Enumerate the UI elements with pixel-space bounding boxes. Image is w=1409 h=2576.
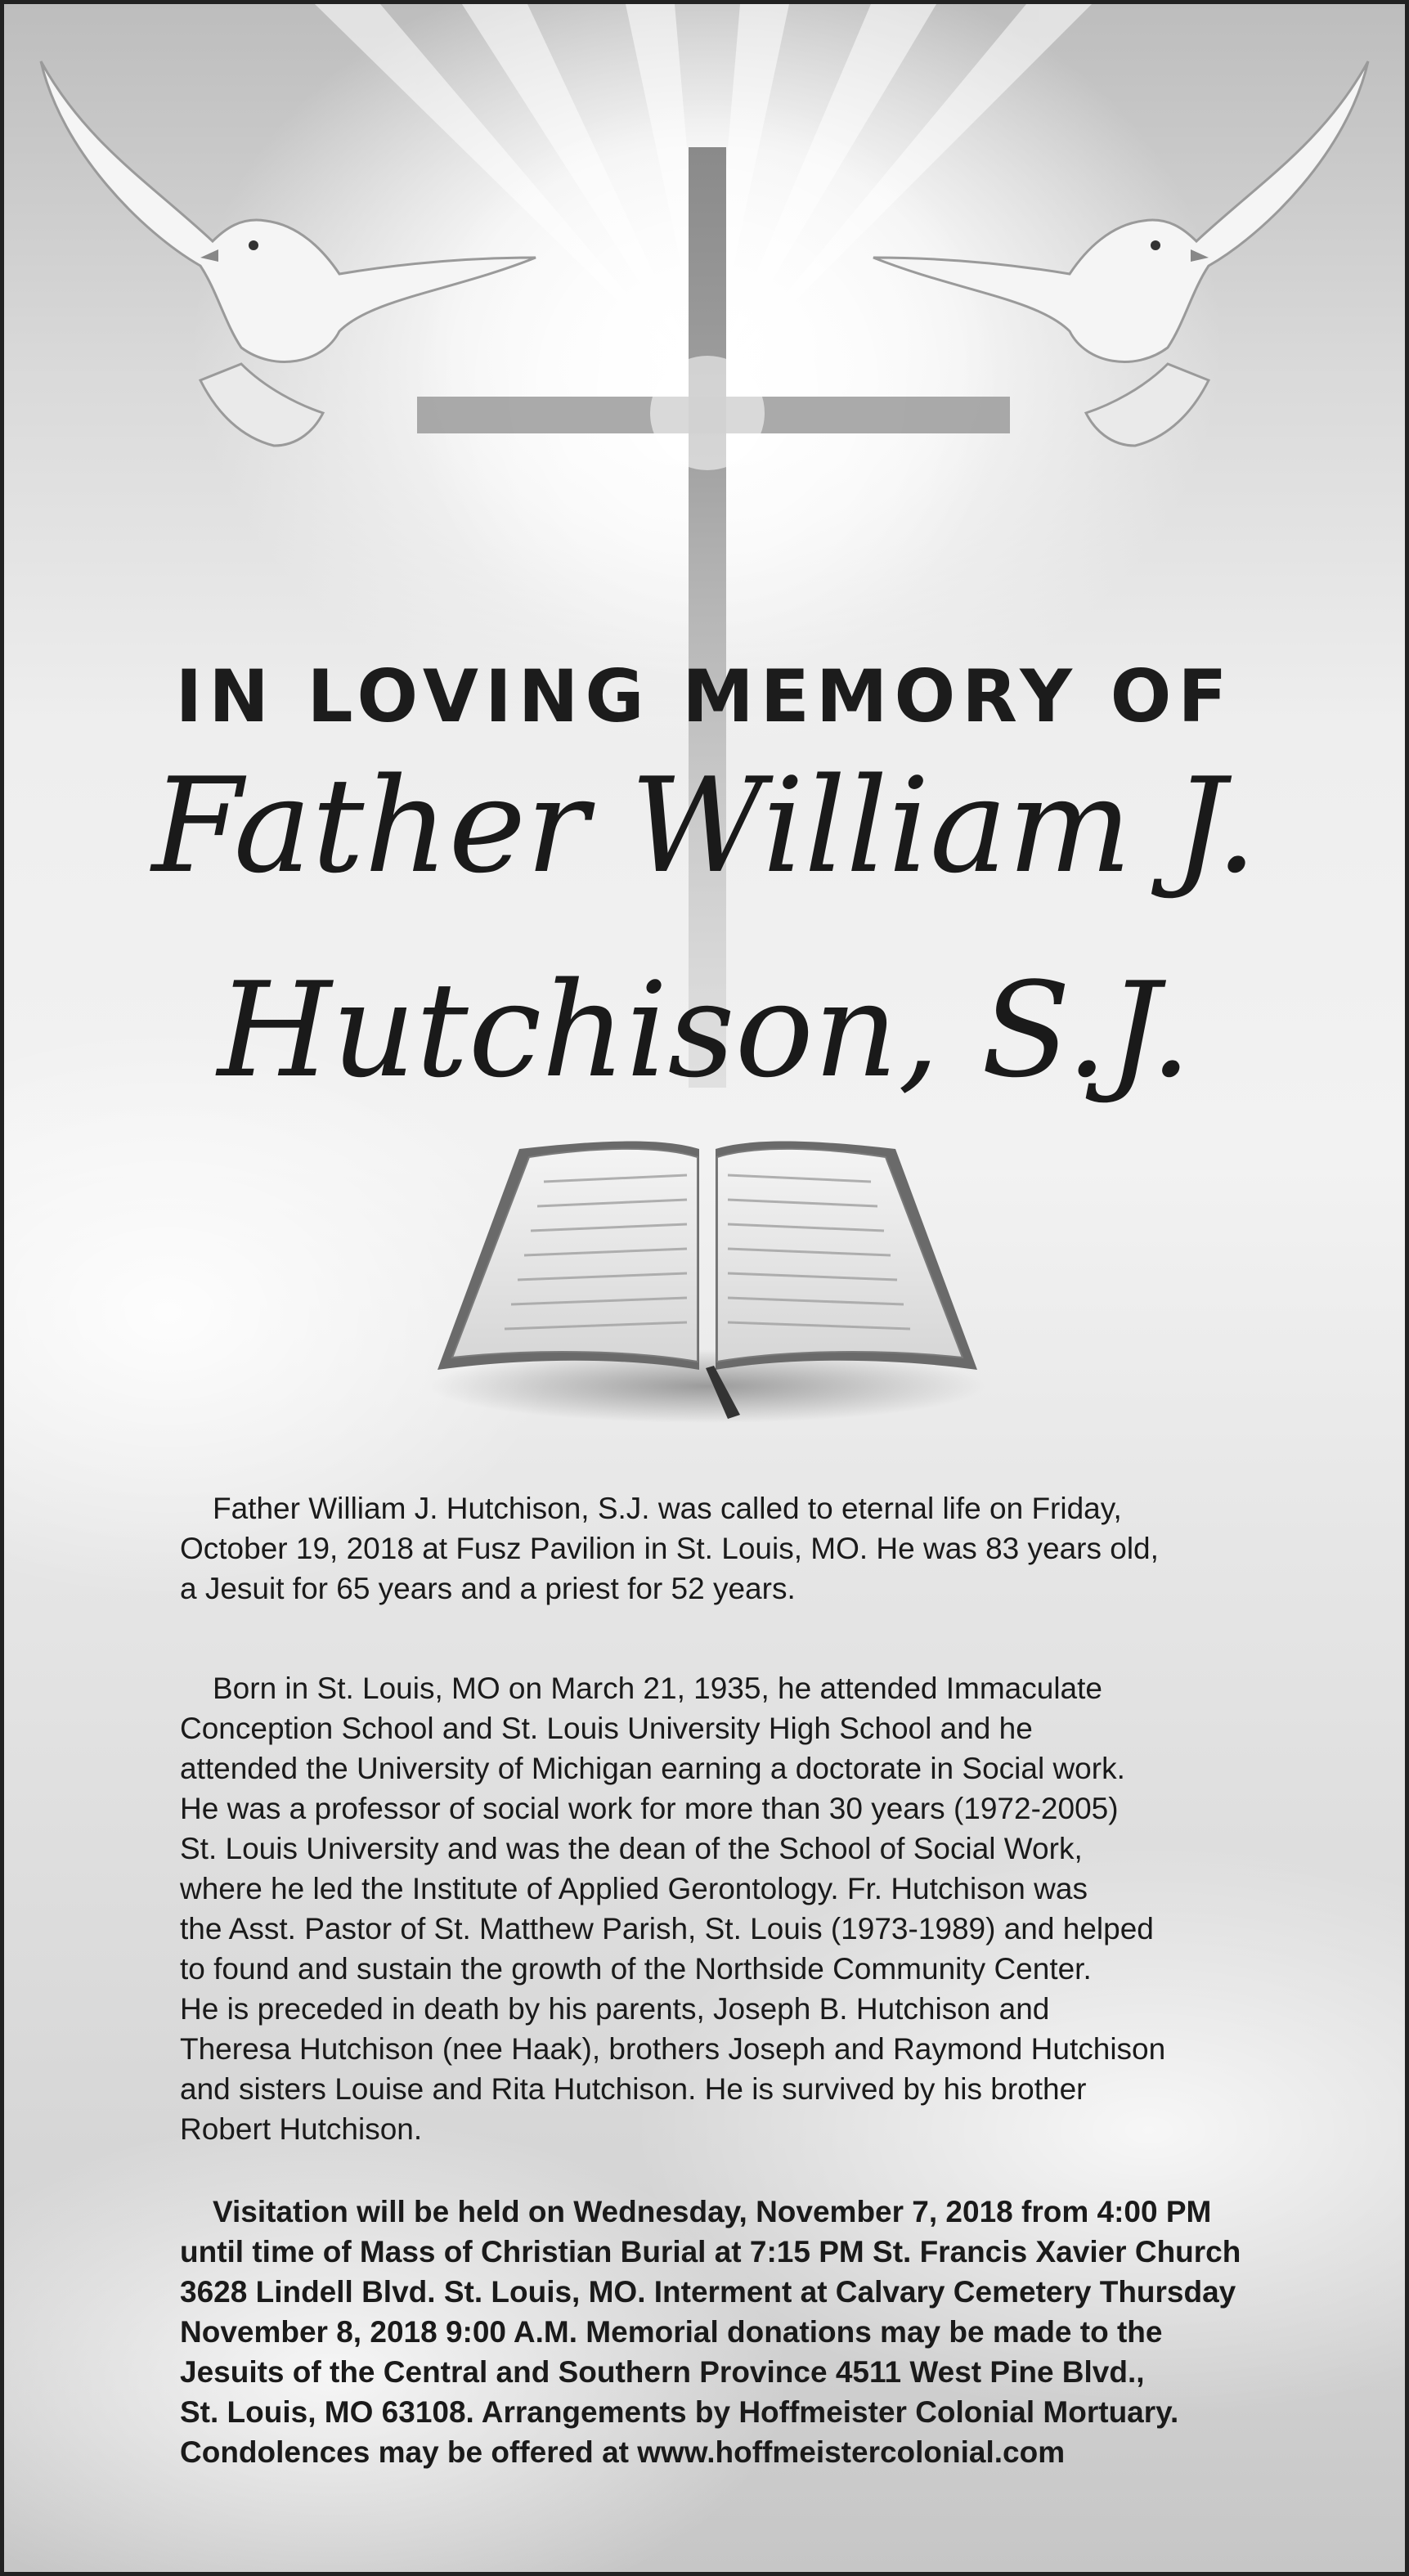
text-line: St. Louis, MO 63108. Arrangements by Hoffmeister Colonial Mortuary.	[180, 2395, 1179, 2429]
open-bible-icon	[429, 1142, 985, 1423]
text-line: He was a professor of social work for more than 30 years (1972-2005)	[180, 1792, 1119, 1825]
text-line: and sisters Louise and Rita Hutchison. He is survived by his brother	[180, 2072, 1087, 2106]
text-line: St. Louis University and was the dean of the School of Social Work,	[180, 1832, 1083, 1865]
text-line: Father William J. Hutchison, S.J. was called to eternal life on Friday,	[213, 1492, 1122, 1525]
text-line: October 19, 2018 at Fusz Pavilion in St. Louis, MO. He was 83 years old,	[180, 1532, 1159, 1565]
text-line: the Asst. Pastor of St. Matthew Parish, St. Louis (1973-1989) and helped	[180, 1912, 1154, 1945]
memorial-heading: IN LOVING MEMORY OF	[175, 654, 1234, 738]
text-line: to found and sustain the growth of the Northside Community Center.	[180, 1952, 1092, 1986]
obituary-paragraph-services	[180, 2192, 1325, 2472]
text-line: Jesuits of the Central and Southern Province 4511 West Pine Blvd.,	[180, 2355, 1145, 2389]
obituary-paragraph-biography	[180, 1668, 1325, 2149]
deceased-name-line-1: Father William J.	[151, 749, 1258, 902]
text-line: He is preceded in death by his parents, Joseph B. Hutchison and	[180, 1992, 1050, 2026]
text-line: November 8, 2018 9:00 A.M. Memorial donations may be made to the	[180, 2315, 1163, 2349]
text-line: 3628 Lindell Blvd. St. Louis, MO. Interment at Calvary Cemetery Thursday	[180, 2275, 1236, 2309]
condolences-url-text: Condolences may be offered at www.hoffmeistercolonial.com	[180, 2435, 1066, 2469]
text-line: attended the University of Michigan earning a doctorate in Social work.	[180, 1752, 1125, 1785]
text-line: Visitation will be held on Wednesday, November 7, 2018 from 4:00 PM	[213, 2195, 1212, 2228]
text-line: Theresa Hutchison (nee Haak), brothers Joseph and Raymond Hutchison	[180, 2032, 1166, 2066]
text-line: Robert Hutchison.	[180, 2112, 423, 2146]
text-line: until time of Mass of Christian Burial at 7:15 PM St. Francis Xavier Church	[180, 2235, 1241, 2269]
text-line: a Jesuit for 65 years and a priest for 52 years.	[180, 1572, 796, 1605]
deceased-name-line-2: Hutchison, S.J.	[217, 954, 1192, 1106]
obituary-paragraph-announcement	[180, 1488, 1325, 1609]
text-line: Conception School and St. Louis University High School and he	[180, 1712, 1033, 1745]
text-line: Born in St. Louis, MO on March 21, 1935, he attended Immaculate	[213, 1672, 1102, 1705]
text-line: where he led the Institute of Applied Gerontology. Fr. Hutchison was	[180, 1872, 1088, 1905]
